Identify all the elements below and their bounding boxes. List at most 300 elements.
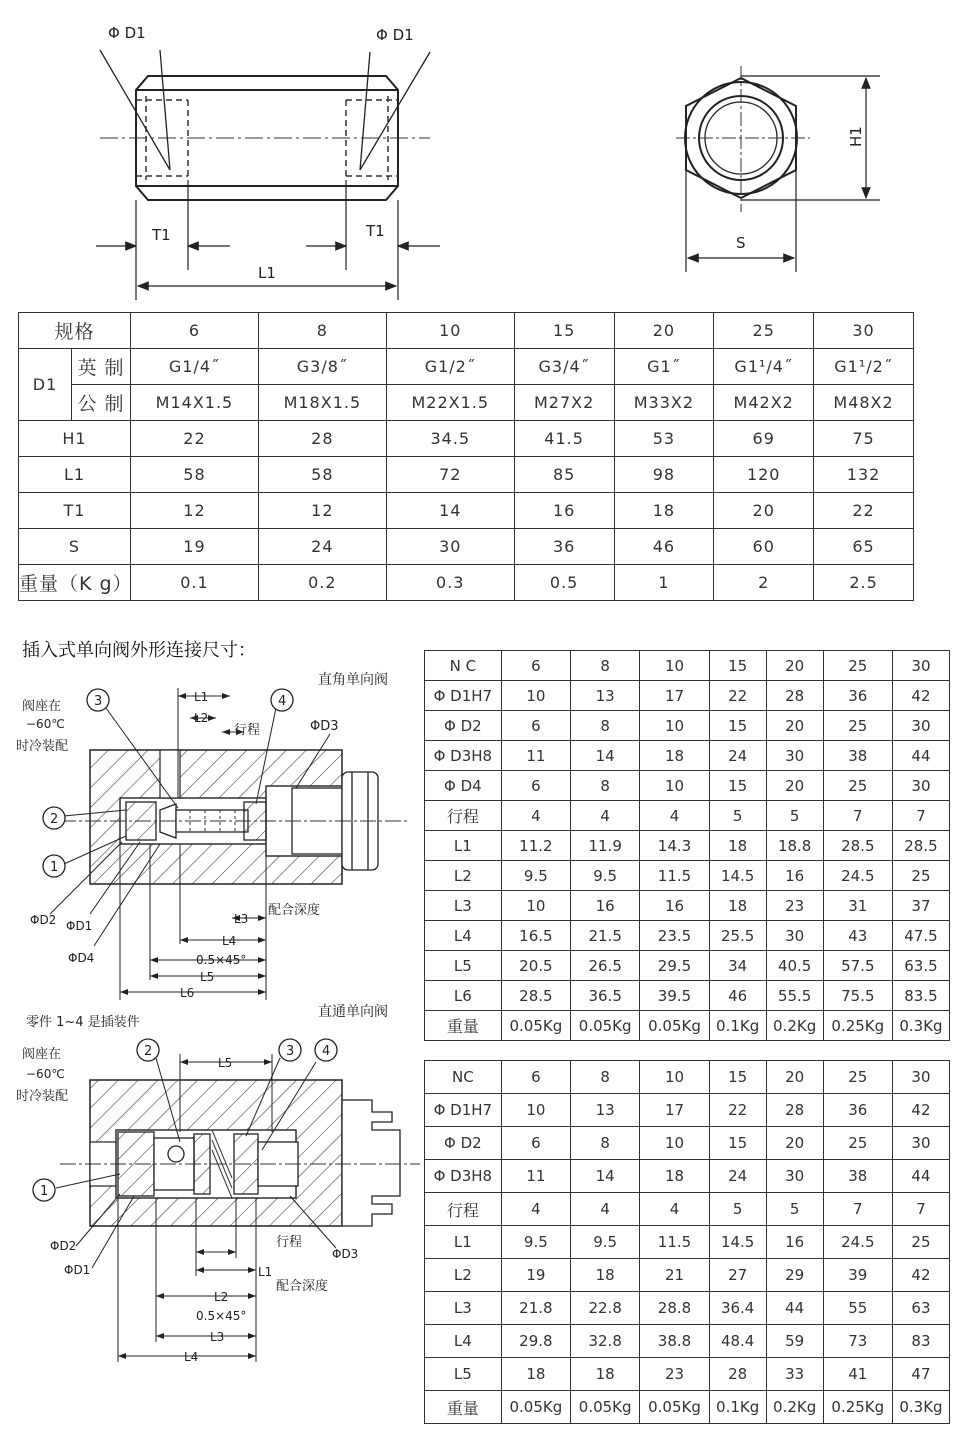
table-cell: 5 — [709, 801, 766, 831]
header-label: N C — [425, 651, 502, 681]
table-cell: 9.5 — [501, 1226, 570, 1259]
table-row — [425, 771, 950, 801]
size-cell: 25 — [714, 313, 814, 349]
size-cell: 10 — [386, 313, 514, 349]
table-cell: 0.2Kg — [766, 1011, 823, 1041]
table-cell: 31 — [823, 891, 892, 921]
table-cell: 2 — [714, 565, 814, 601]
table-row — [425, 1259, 950, 1292]
table-cell: 4 — [640, 1193, 709, 1226]
table-cell: 0.3Kg — [892, 1391, 949, 1424]
seat-note-1: 阀座在 — [22, 1047, 62, 1062]
table-row — [19, 313, 914, 349]
table-cell: 39.5 — [640, 981, 709, 1011]
table-cell: 73 — [823, 1325, 892, 1358]
table-cell: M33X2 — [614, 385, 714, 421]
table-cell: 41.5 — [514, 421, 614, 457]
table-cell: 6 — [501, 771, 570, 801]
table-cell: 30 — [766, 741, 823, 771]
table-row — [425, 711, 950, 741]
table-cell: 16.5 — [501, 921, 570, 951]
table-cell: 18 — [501, 1358, 570, 1391]
table-cell: 28 — [766, 681, 823, 711]
table-cell: 36.4 — [709, 1292, 766, 1325]
table-cell: 30 — [892, 711, 949, 741]
table-cell: 20 — [766, 711, 823, 741]
table-cell: 28 — [766, 1094, 823, 1127]
stroke-label: 行程 — [276, 1235, 303, 1250]
table-cell: 17 — [640, 1094, 709, 1127]
row-label: Φ D3H8 — [425, 1160, 502, 1193]
table-cell: 28.5 — [823, 831, 892, 861]
table-cell: 11.5 — [640, 861, 709, 891]
table-cell: 11 — [501, 1160, 570, 1193]
table-cell: 53 — [614, 421, 714, 457]
table-cell: 0.05Kg — [501, 1391, 570, 1424]
table-cell: 0.3Kg — [892, 1011, 949, 1041]
size-cell: 20 — [614, 313, 714, 349]
balloon-2: 2 — [144, 1044, 153, 1059]
header-cell: 10 — [640, 1061, 709, 1094]
header-cell: 10 — [640, 651, 709, 681]
chamfer-label: 0.5×45° — [196, 953, 247, 967]
table-cell: 36 — [823, 1094, 892, 1127]
balloon-1: 1 — [40, 1184, 49, 1199]
dim-d2: ΦD2 — [30, 913, 57, 927]
balloon-4: 4 — [278, 694, 287, 709]
table-cell: 21 — [640, 1259, 709, 1292]
table-cell: 18 — [709, 831, 766, 861]
table-row — [425, 1094, 950, 1127]
s-label: S — [736, 234, 746, 252]
dim-d1: ΦD1 — [64, 1263, 91, 1277]
row-label: 行程 — [425, 1193, 502, 1226]
table-cell: 8 — [571, 711, 640, 741]
table-row — [425, 981, 950, 1011]
table-cell: G1/4˝ — [131, 349, 259, 385]
table-cell: 30 — [892, 1127, 949, 1160]
table-cell: 34 — [709, 951, 766, 981]
table-cell: 18 — [571, 1358, 640, 1391]
table-row — [425, 741, 950, 771]
table-cell: 19 — [131, 529, 259, 565]
row-label: L4 — [425, 1325, 502, 1358]
table-cell: G3/4˝ — [514, 349, 614, 385]
table-cell: 17 — [640, 681, 709, 711]
table-cell: 0.2 — [258, 565, 386, 601]
table-cell: 132 — [814, 457, 914, 493]
table-cell: 46 — [614, 529, 714, 565]
l1-label: L1 — [258, 264, 276, 282]
table-cell: 44 — [766, 1292, 823, 1325]
table-cell: 18 — [640, 1160, 709, 1193]
row-label: Φ D1H7 — [425, 681, 502, 711]
table-cell: 9.5 — [571, 861, 640, 891]
dim-l3: L3 — [210, 1330, 225, 1344]
table-cell: 30 — [892, 771, 949, 801]
table-cell: G1˝ — [614, 349, 714, 385]
table-cell: 5 — [766, 1193, 823, 1226]
size-cell: 6 — [131, 313, 259, 349]
table-cell: 20 — [766, 771, 823, 801]
table-cell: 15 — [709, 771, 766, 801]
row-label: L2 — [425, 1259, 502, 1292]
table-cell: 47 — [892, 1358, 949, 1391]
table-cell: 48.4 — [709, 1325, 766, 1358]
table-cell: 4 — [501, 1193, 570, 1226]
table-cell: 10 — [501, 681, 570, 711]
straight-valve-drawing — [0, 1000, 420, 1380]
table-cell: 1 — [614, 565, 714, 601]
row-label: L2 — [425, 861, 502, 891]
d1-label: D1 — [19, 349, 72, 421]
table-row — [19, 349, 914, 385]
d1-right-label: Φ D1 — [376, 26, 414, 44]
table-cell: 0.5 — [514, 565, 614, 601]
table-cell: 42 — [892, 681, 949, 711]
row-label: L1 — [425, 831, 502, 861]
table-cell: G3/8˝ — [258, 349, 386, 385]
table-row — [425, 1226, 950, 1259]
table-cell: 33 — [766, 1358, 823, 1391]
row-label: Φ D3H8 — [425, 741, 502, 771]
table-cell: 13 — [571, 681, 640, 711]
table-cell: 11.9 — [571, 831, 640, 861]
table-cell: 38.8 — [640, 1325, 709, 1358]
spec-table — [18, 312, 914, 601]
table-cell: 8 — [571, 1127, 640, 1160]
table-cell: 23 — [640, 1358, 709, 1391]
table-cell: 6 — [501, 1127, 570, 1160]
table-cell: 4 — [501, 801, 570, 831]
table-cell: 0.25Kg — [823, 1391, 892, 1424]
table-cell: 41 — [823, 1358, 892, 1391]
row-label: L5 — [425, 1358, 502, 1391]
table-cell: 25 — [892, 1226, 949, 1259]
table-cell: 24.5 — [823, 1226, 892, 1259]
table-cell: 0.05Kg — [501, 1011, 570, 1041]
table-cell: 72 — [386, 457, 514, 493]
table-row — [19, 529, 914, 565]
table-cell: 32.8 — [571, 1325, 640, 1358]
table-cell: 9.5 — [571, 1226, 640, 1259]
table-cell: M18X1.5 — [258, 385, 386, 421]
table-cell: 16 — [640, 891, 709, 921]
row-label: Φ D2 — [425, 1127, 502, 1160]
straight-valve-table — [424, 1060, 950, 1424]
balloon-3: 3 — [94, 694, 103, 709]
table-cell: 47.5 — [892, 921, 949, 951]
table-cell: 11.5 — [640, 1226, 709, 1259]
table-cell: M48X2 — [814, 385, 914, 421]
row-label: Φ D4 — [425, 771, 502, 801]
table-cell: 20 — [714, 493, 814, 529]
dim-l3: L3 — [234, 912, 249, 926]
header-cell: 25 — [823, 1061, 892, 1094]
table-cell: 4 — [640, 801, 709, 831]
straight-table-body — [425, 1094, 950, 1424]
table-row — [425, 681, 950, 711]
table-cell: 57.5 — [823, 951, 892, 981]
chamfer-label: 0.5×45° — [196, 1309, 247, 1323]
header-cell: 20 — [766, 651, 823, 681]
table-cell: 60 — [714, 529, 814, 565]
header-cell: 6 — [501, 1061, 570, 1094]
table-cell: 8 — [571, 771, 640, 801]
table-cell: 22 — [814, 493, 914, 529]
table-cell: 30 — [766, 1160, 823, 1193]
table-cell: G1¹/2˝ — [814, 349, 914, 385]
table-cell: 16 — [766, 1226, 823, 1259]
angle-table-body — [425, 681, 950, 1041]
table-row — [19, 565, 914, 601]
table-cell: 69 — [714, 421, 814, 457]
row-label: L6 — [425, 981, 502, 1011]
table-cell: 0.1 — [131, 565, 259, 601]
seat-note-1: 阀座在 — [22, 699, 62, 714]
table-row — [425, 891, 950, 921]
table-cell: 16 — [514, 493, 614, 529]
table-cell: 7 — [892, 1193, 949, 1226]
table-cell: 28.5 — [892, 831, 949, 861]
table-cell: 55 — [823, 1292, 892, 1325]
table-cell: 14.5 — [709, 861, 766, 891]
row-label: L5 — [425, 951, 502, 981]
table-cell: 10 — [640, 771, 709, 801]
table-cell: 0.05Kg — [571, 1011, 640, 1041]
table-cell: 20 — [766, 1127, 823, 1160]
table-cell: 38 — [823, 741, 892, 771]
imperial-label: 英 制 — [72, 349, 131, 385]
row-label: 重量 — [425, 1391, 502, 1424]
table-cell: 42 — [892, 1259, 949, 1292]
table-cell: 83.5 — [892, 981, 949, 1011]
table-cell: 24 — [709, 741, 766, 771]
table-cell: 13 — [571, 1094, 640, 1127]
size-cell: 8 — [258, 313, 386, 349]
table-cell: 4 — [571, 1193, 640, 1226]
table-cell: 46 — [709, 981, 766, 1011]
table-cell: 59 — [766, 1325, 823, 1358]
table-cell: 11 — [501, 741, 570, 771]
table-cell: 0.1Kg — [709, 1011, 766, 1041]
table-row — [425, 921, 950, 951]
table-cell: 65 — [814, 529, 914, 565]
metric-label: 公 制 — [72, 385, 131, 421]
table-row — [425, 1160, 950, 1193]
row-label: L1 — [19, 457, 131, 493]
table-cell: M14X1.5 — [131, 385, 259, 421]
table-cell: 19 — [501, 1259, 570, 1292]
table-cell: 0.05Kg — [640, 1391, 709, 1424]
table-cell: 0.2Kg — [766, 1391, 823, 1424]
table-cell: 7 — [823, 801, 892, 831]
dim-l2: L2 — [194, 711, 209, 725]
table-cell: 40.5 — [766, 951, 823, 981]
balloon-3: 3 — [286, 1044, 295, 1059]
table-cell: 12 — [131, 493, 259, 529]
table-cell: 0.3 — [386, 565, 514, 601]
seat-note-3: 时冷装配 — [16, 739, 69, 754]
table-cell: 28 — [709, 1358, 766, 1391]
table-cell: 38 — [823, 1160, 892, 1193]
table-cell: 44 — [892, 741, 949, 771]
header-cell: 25 — [823, 651, 892, 681]
dim-d2: ΦD2 — [50, 1239, 77, 1253]
table-row — [425, 1193, 950, 1226]
seat-note-2: −60℃ — [26, 1067, 65, 1081]
header-cell: 15 — [709, 651, 766, 681]
header-cell: 8 — [571, 1061, 640, 1094]
table-cell: 27 — [709, 1259, 766, 1292]
header-cell: 20 — [766, 1061, 823, 1094]
table-cell: M42X2 — [714, 385, 814, 421]
table-cell: 25 — [892, 861, 949, 891]
table-cell: G1¹/4˝ — [714, 349, 814, 385]
table-cell: 28.5 — [501, 981, 570, 1011]
dim-l5: L5 — [218, 1056, 233, 1070]
table-cell: 14 — [571, 741, 640, 771]
header-cell: 6 — [501, 651, 570, 681]
seat-note-3: 时冷装配 — [16, 1089, 69, 1104]
table-row — [425, 1061, 950, 1094]
table-cell: 26.5 — [571, 951, 640, 981]
table-cell: 7 — [892, 801, 949, 831]
table-row — [425, 1391, 950, 1424]
table-cell: 6 — [501, 711, 570, 741]
table-row — [425, 1127, 950, 1160]
table-cell: 22 — [709, 1094, 766, 1127]
spec-table-body — [19, 421, 914, 601]
table-row — [19, 457, 914, 493]
table-cell: 16 — [766, 861, 823, 891]
dim-l4: L4 — [222, 934, 237, 948]
row-label: L1 — [425, 1226, 502, 1259]
table-cell: 18 — [614, 493, 714, 529]
row-label: L3 — [425, 891, 502, 921]
table-cell: 24 — [709, 1160, 766, 1193]
dim-d4: ΦD4 — [68, 951, 95, 965]
row-label: L3 — [425, 1292, 502, 1325]
row-label: 重量 — [425, 1011, 502, 1041]
table-cell: 39 — [823, 1259, 892, 1292]
table-cell: 25 — [823, 771, 892, 801]
dim-d3: ΦD3 — [310, 719, 339, 734]
table-cell: 22 — [709, 681, 766, 711]
table-cell: 10 — [501, 891, 570, 921]
table-cell: 18 — [571, 1259, 640, 1292]
table-cell: 10 — [501, 1094, 570, 1127]
table-cell: 29 — [766, 1259, 823, 1292]
table-cell: 0.05Kg — [640, 1011, 709, 1041]
t1-left-label: T1 — [152, 226, 171, 244]
table-cell: 30 — [386, 529, 514, 565]
table-cell: 30 — [766, 921, 823, 951]
table-cell: G1/2˝ — [386, 349, 514, 385]
table-cell: M22X1.5 — [386, 385, 514, 421]
header-cell: 30 — [892, 1061, 949, 1094]
row-label: Φ D2 — [425, 711, 502, 741]
table-row — [425, 1011, 950, 1041]
table-cell: 18 — [640, 741, 709, 771]
header-cell: 15 — [709, 1061, 766, 1094]
seat-note-2: −60℃ — [26, 717, 65, 731]
table-cell: 55.5 — [766, 981, 823, 1011]
dim-d1: ΦD1 — [66, 919, 93, 933]
balloon-4: 4 — [322, 1044, 331, 1059]
table-cell: 15 — [709, 1127, 766, 1160]
table-cell: 5 — [766, 801, 823, 831]
table-cell: 0.1Kg — [709, 1391, 766, 1424]
size-cell: 30 — [814, 313, 914, 349]
straight-title: 直通单向阀 — [318, 1004, 388, 1020]
table-cell: M27X2 — [514, 385, 614, 421]
dim-l5: L5 — [200, 970, 215, 984]
table-cell: 14.5 — [709, 1226, 766, 1259]
section-title: 插入式单向阀外形连接尺寸： — [22, 640, 256, 661]
depth-label: 配合深度 — [268, 903, 321, 918]
row-label: L4 — [425, 921, 502, 951]
dim-l4: L4 — [184, 1350, 199, 1364]
table-cell: 83 — [892, 1325, 949, 1358]
table-row — [425, 861, 950, 891]
header-cell: 8 — [571, 651, 640, 681]
parts-note: 零件 1~4 是插装件 — [26, 1015, 140, 1030]
table-cell: 63 — [892, 1292, 949, 1325]
table-cell: 5 — [709, 1193, 766, 1226]
dim-l1: L1 — [258, 1265, 273, 1279]
table-cell: 0.25Kg — [823, 1011, 892, 1041]
table-cell: 20.5 — [501, 951, 570, 981]
table-cell: 7 — [823, 1193, 892, 1226]
table-cell: 98 — [614, 457, 714, 493]
table-cell: 15 — [709, 711, 766, 741]
table-cell: 34.5 — [386, 421, 514, 457]
table-cell: 37 — [892, 891, 949, 921]
table-cell: 23.5 — [640, 921, 709, 951]
table-row — [425, 1292, 950, 1325]
table-cell: 14 — [571, 1160, 640, 1193]
row-label: 重量（K g） — [19, 565, 131, 601]
table-cell: 12 — [258, 493, 386, 529]
table-row — [19, 493, 914, 529]
header-label: NC — [425, 1061, 502, 1094]
table-cell: 14 — [386, 493, 514, 529]
table-cell: 22.8 — [571, 1292, 640, 1325]
table-cell: 29.5 — [640, 951, 709, 981]
table-cell: 44 — [892, 1160, 949, 1193]
table-cell: 21.8 — [501, 1292, 570, 1325]
table-row — [425, 1325, 950, 1358]
table-cell: 36 — [514, 529, 614, 565]
dim-l2: L2 — [214, 1290, 229, 1304]
table-cell: 9.5 — [501, 861, 570, 891]
table-cell: 10 — [640, 711, 709, 741]
row-label: H1 — [19, 421, 131, 457]
table-cell: 36.5 — [571, 981, 640, 1011]
row-label: 行程 — [425, 801, 502, 831]
row-label: Φ D1H7 — [425, 1094, 502, 1127]
table-cell: 2.5 — [814, 565, 914, 601]
table-cell: 14.3 — [640, 831, 709, 861]
table-cell: 25 — [823, 1127, 892, 1160]
spec-header-label: 规格 — [19, 313, 131, 349]
balloon-2: 2 — [50, 812, 59, 827]
table-cell: 24 — [258, 529, 386, 565]
table-cell: 11.2 — [501, 831, 570, 861]
table-cell: 24.5 — [823, 861, 892, 891]
table-row — [19, 385, 914, 421]
